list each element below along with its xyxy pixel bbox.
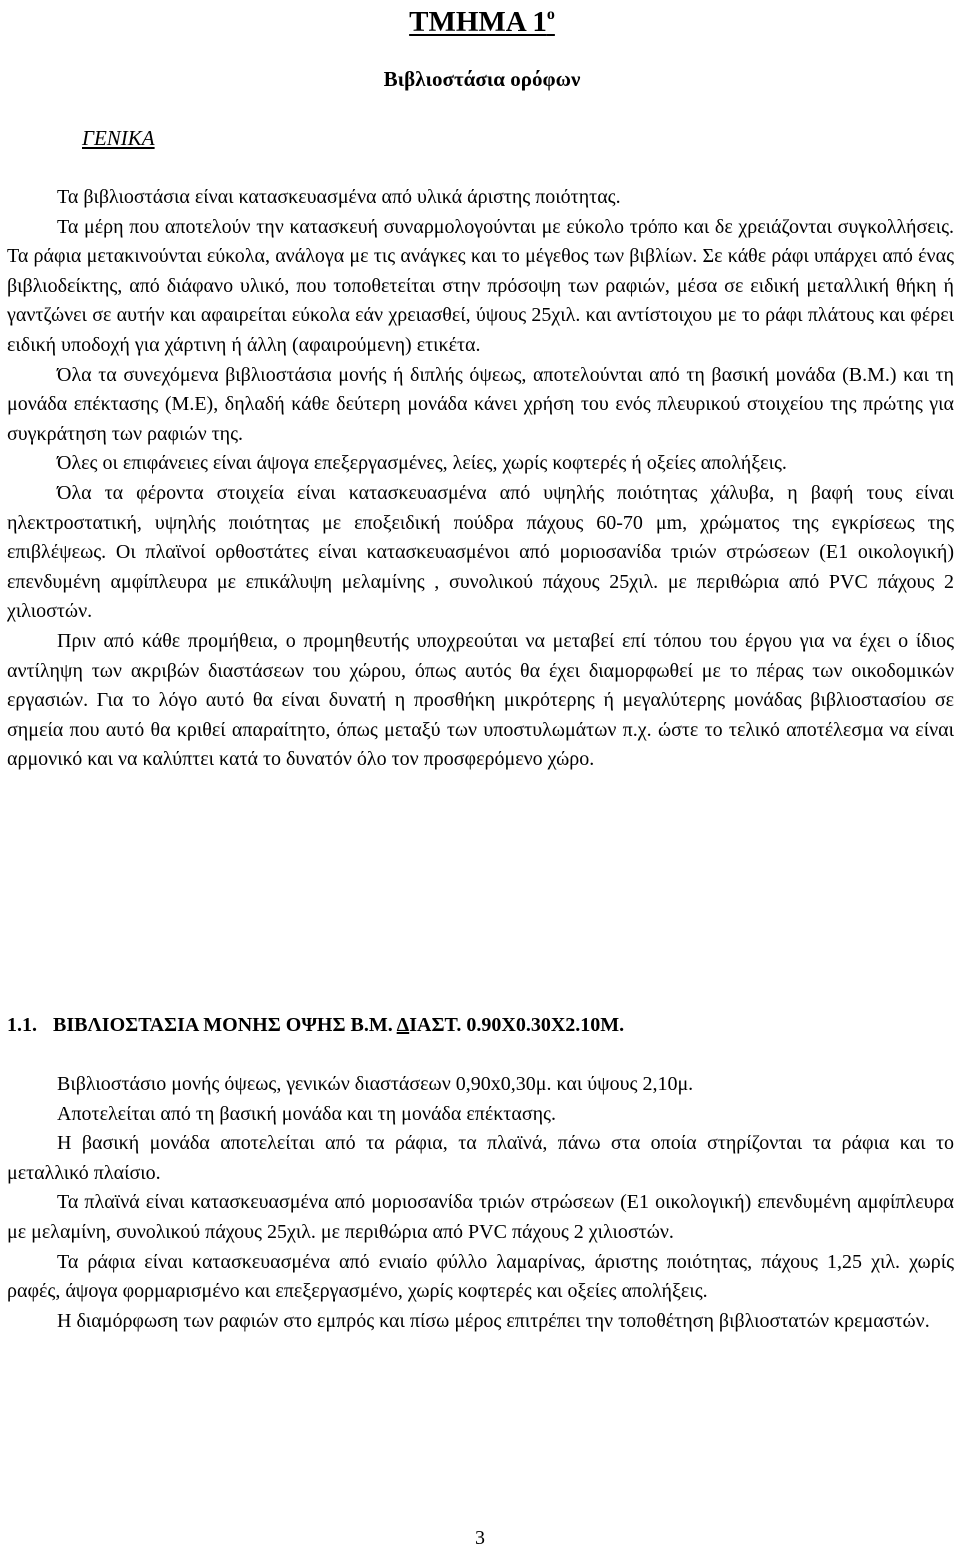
subsection-paragraph-4: Τα πλαϊνά είναι κατασκευασμένα από μοριοσανίδα τριών στρώσεων (Ε1 οικολογική) επενδυμένη αμφίπλευρα με μελαμίνη, συνολικού πάχους 25χιλ. με περιθώρια από PVC πάχους 2 χιλιοστών. xyxy=(7,1191,954,1243)
section-title xyxy=(0,0,960,39)
general-section-body xyxy=(7,183,954,775)
subsection-heading xyxy=(7,1010,954,1040)
general-paragraph-1: Τα βιβλιοστάσια είναι κατασκευασμένα από υλικά άριστης ποιότητας. xyxy=(57,186,621,208)
general-paragraph-6: Πριν από κάθε προμήθεια, ο προμηθευτής υποχρεούται να μεταβεί επί τόπου του έργου για να έχει ο ίδιος αντίληψη των ακριβών διαστάσεων του χώρου, όπως αυτός θα έχει διαμορφωθεί με το πέρας των οικοδομικών εργασιών. Για το λόγο αυτό θα είναι δυνατή η προσθήκη μικρότερης ή μεγαλύτερης μονάδας βιβλιοστασίου σε σημεία που αυτό θα κριθεί απαραίτητο, όπως μεταξύ των υποστυλωμάτων π.χ. ώστε το τελικό αποτέλεσμα να είναι αρμονικό και να καλύπτει κατά το δυνατόν όλο τον προσφερόμενο χώρο. xyxy=(7,629,954,771)
general-heading: ΓΕΝΙΚΑ xyxy=(82,126,155,150)
subsection-title-part-a: ΒΙΒΛΙΟΣΤΑΣΙΑ ΜΟΝΗΣ ΟΨΗΣ Β.Μ. xyxy=(53,1014,397,1036)
general-paragraph-5: Όλα τα φέροντα στοιχεία είναι κατασκευασμένα από υψηλής ποιότητας χάλυβα, η βαφή τους είναι ηλεκτροστατική, υψηλής ποιότητας με εποξειδική πούδρα πάχους 60-70 μm, χρώματος της εγκρίσεως της επιβλέψεως. Οι πλαϊνοί ορθοστάτες είναι κατασκευασμένοι από μοριοσανίδα τριών στρώσεων (Ε1 οικολογική) επενδυμένη αμφίπλευρα με επικάλυψη μελαμίνης , συνολικού πάχους 25χιλ. με περιθώρια από PVC πάχους 2 χιλιοστών. xyxy=(7,481,954,623)
subsection-title-part-b: ΙΑΣΤ. 0.90Χ0.30Χ2.10Μ. xyxy=(409,1014,625,1036)
subsection-number: 1.1. xyxy=(7,1014,37,1036)
general-paragraph-3: Όλα τα συνεχόμενα βιβλιοστάσια μονής ή διπλής όψεως, αποτελούνται από τη βασική μονάδα (Β.Μ.) και τη μονάδα επέκτασης (Μ.Ε), δηλαδή κάθε δεύτερη μονάδα κάνει χρήση του ενός πλευρικού στοιχείου της πρώτης για συγκράτηση των ραφιών της. xyxy=(7,363,954,445)
subsection-body xyxy=(7,1070,954,1336)
general-paragraph-2: Τα μέρη που αποτελούν την κατασκευή συναρμολογούνται με εύκολο τρόπο και δε χρειάζονται συγκολλήσεις. Τα ράφια μετακινούνται εύκολα, ανάλογα με τις ανάγκες και το μέγεθος των βιβλίων. Σε κάθε ράφι υπάρχει από ένας βιβλιοδείκτης, από διάφανο υλικό, που τοποθετείται στην πρόσοψη των ραφιών, μέσα σε ειδική μεταλλική θήκη ή γαντζώνει σε αυτήν και αφαιρείται εύκολα εάν χρειασθεί, ύψους 25χιλ. και αντίστοιχου με το ράφι πλάτους και φέρει ειδική υποδοχή για χάρτινη ή άλλη (αφαιρούμενη) ετικέτα. xyxy=(7,215,954,356)
subsection-paragraph-2: Αποτελείται από τη βασική μονάδα και τη μονάδα επέκτασης. xyxy=(57,1102,556,1125)
page-number: 3 xyxy=(475,1527,485,1549)
subsection-paragraph-1: Βιβλιοστάσιο μονής όψεως, γενικών διαστάσεων 0,90x0,30μ. και ύψους 2,10μ. xyxy=(57,1073,694,1095)
subsection-paragraph-3: Η βασική μονάδα αποτελείται από τα ράφια, τα πλαϊνά, πάνω στα οποία στηρίζονται τα ράφια και το μεταλλικό πλαίσιο. xyxy=(7,1132,954,1184)
subsection-paragraph-6: Η διαμόρφωση των ραφιών στο εμπρός και πίσω μέρος επιτρέπει την τοποθέτηση βιβλιοστατών κρεμαστών. xyxy=(57,1309,930,1332)
document-subtitle: Βιβλιοστάσια ορόφων xyxy=(383,67,581,91)
section-title-text: ΤΜΗΜΑ 1 xyxy=(409,6,547,38)
general-paragraph-4: Όλες οι επιφάνειες είναι άψογα επεξεργασμένες, λείες, χωρίς κοφτερές ή οξείες απολήξεις. xyxy=(57,452,787,475)
subsection-paragraph-5: Τα ράφια είναι κατασκευασμένα από ενιαίο φύλλο λαμαρίνας, άριστης ποιότητας, πάχους 1,25 χιλ. χωρίς ραφές, άψογα φορμαρισμένο και επεξεργασμένο, χωρίς κοφτερές και οξείες απολήξεις. xyxy=(7,1250,954,1303)
subsection-title-underlined: Δ xyxy=(396,1014,410,1036)
section-title-superscript: ο xyxy=(546,6,555,23)
